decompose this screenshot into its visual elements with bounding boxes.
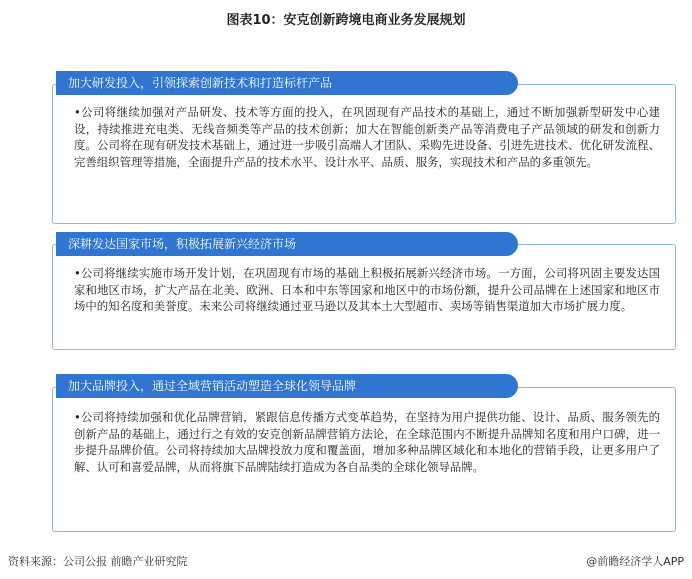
source-note: 资料来源：公司公报 前瞻产业研究院 [8,555,188,568]
section-2-text: •公司将继续实施市场开发计划，在巩固现有市场的基础上积极拓展新兴经济市场。一方面，公司将巩固主要发达国家和地区市场，扩大产品在北美、欧洲、日本和中东等国家和地区中的市场份额，提升公司品牌在上述国家和地区市场中的知名度和美誉度。未来公司将继续通过亚马逊以及其本土大型超市、卖场等销售渠道加大市场扩展力度。 [74,266,660,313]
section-3-text: •公司将持续加强和优化品牌营销，紧跟信息传播方式变革趋势，在坚持为用户提供功能、设计、品质、服务领先的创新产品的基础上，通过行之有效的安克创新品牌营销方法论，在全球范围内不断提升品牌知名度和用户口碑，进一步提升品牌价值。公司将持续加大品牌投放力度和覆盖面，增加多种品牌区域化和本地化的营销手段，让更多用户了解、认可和喜爱品牌，从而将旗下品牌陆续打造成为各自品类的全球化领导品牌。 [74,410,660,474]
section-1-heading: 加大研发投入，引领探索创新技术和打造标杆产品 [56,71,518,95]
chart-title: 图表10：安克创新跨境电商业务发展规划 [226,13,466,28]
section-1-text: •公司将继续加强对产品研发、技术等方面的投入，在巩固现有产品技术的基础上，通过不断加强新型研发中心建设，持续推进充电类、无线音频类等产品的技术创新；加大在智能创新类产品等消费电子产品领域的研发和创新力度。公司将在现有研发技术基础上，通过进一步吸引高端人才团队、采购先进设备、引进先进技术、优化研发流程、完善组织管理等措施，全面提升产品的技术水平、设计水平、品质、服务，实现技术和产品的多重领先。 [74,105,660,169]
brand-label: @前瞻经济学人APP [586,555,684,568]
section-3-heading: 加大品牌投入，通过全域营销活动塑造全球化领导品牌 [56,374,518,398]
section-2-heading: 深耕发达国家市场，积极拓展新兴经济市场 [56,232,518,256]
